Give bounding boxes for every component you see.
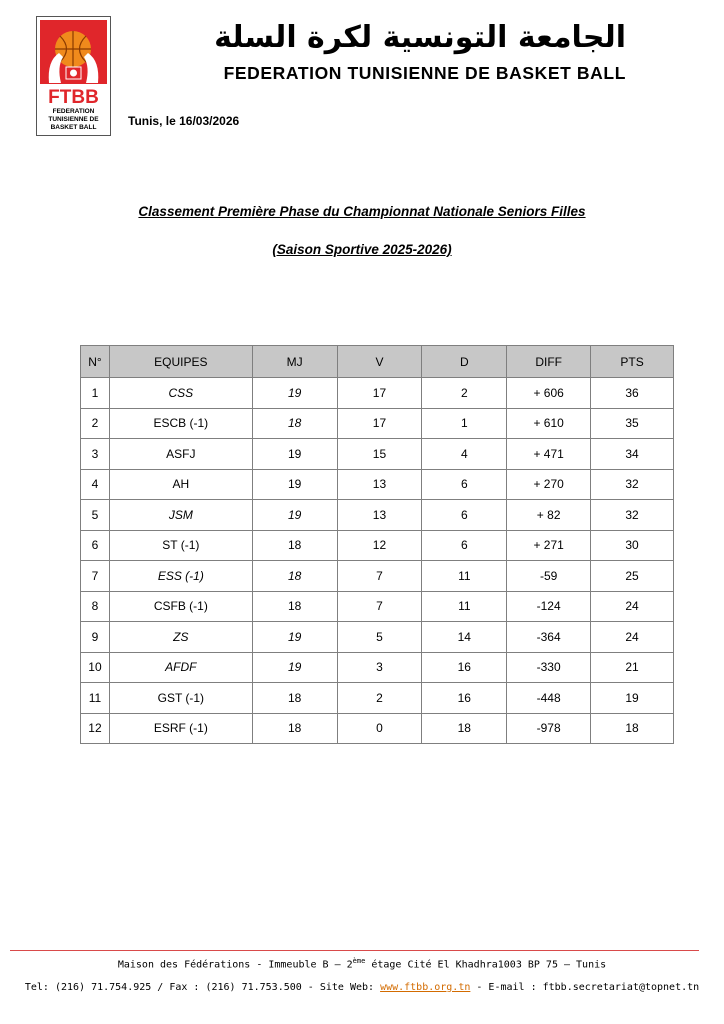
header-rank: N° <box>81 346 110 378</box>
table-row <box>81 622 674 653</box>
cell-team: ST (-1) <box>109 530 252 561</box>
cell-wins: 0 <box>337 713 422 744</box>
cell-points: 18 <box>591 713 674 744</box>
address-part-1: Maison des Fédérations - Immeuble B – 2 <box>117 959 353 971</box>
cell-losses: 6 <box>422 500 507 531</box>
cell-rank: 11 <box>81 683 110 714</box>
table-row <box>81 652 674 683</box>
document-subtitle: (Saison Sportive 2025-2026) <box>272 242 452 257</box>
cell-diff: -364 <box>507 622 591 653</box>
federation-name-arabic: الجامعة التونسية لكرة السلة <box>214 20 626 55</box>
cell-played: 18 <box>252 713 337 744</box>
cell-played: 19 <box>252 622 337 653</box>
footer-contact <box>0 982 724 993</box>
cell-rank: 3 <box>81 439 110 470</box>
table-row <box>81 561 674 592</box>
cell-losses: 6 <box>422 469 507 500</box>
cell-wins: 13 <box>337 500 422 531</box>
federation-name-french: FEDERATION TUNISIENNE DE BASKET BALL <box>223 63 626 83</box>
standings-table <box>80 345 674 744</box>
cell-wins: 15 <box>337 439 422 470</box>
cell-played: 18 <box>252 530 337 561</box>
table-row <box>81 713 674 744</box>
cell-diff: -978 <box>507 713 591 744</box>
cell-played: 19 <box>252 439 337 470</box>
table-row <box>81 500 674 531</box>
address-part-2: étage Cité El Khadhra1003 BP 75 – Tunis <box>365 959 607 971</box>
table-row <box>81 439 674 470</box>
cell-wins: 7 <box>337 561 422 592</box>
date-line: Tunis, le 16/03/2026 <box>128 114 240 128</box>
cell-wins: 13 <box>337 469 422 500</box>
address-superscript: ème <box>352 957 366 965</box>
logo-line-2: TUNISIENNE DE <box>48 116 99 123</box>
cell-points: 34 <box>591 439 674 470</box>
table-row <box>81 469 674 500</box>
header-diff: DIFF <box>507 346 591 378</box>
table-row <box>81 591 674 622</box>
cell-team: ASFJ <box>109 439 252 470</box>
cell-played: 18 <box>252 591 337 622</box>
cell-wins: 3 <box>337 652 422 683</box>
cell-team: ZS <box>109 622 252 653</box>
header-losses: D <box>422 346 507 378</box>
cell-wins: 17 <box>337 378 422 409</box>
cell-team: JSM <box>109 500 252 531</box>
cell-wins: 5 <box>337 622 422 653</box>
header-points: PTS <box>591 346 674 378</box>
table-row <box>81 378 674 409</box>
cell-losses: 16 <box>422 652 507 683</box>
cell-diff: + 606 <box>507 378 591 409</box>
cell-diff: + 610 <box>507 408 591 439</box>
standings-body <box>81 378 674 744</box>
cell-rank: 10 <box>81 652 110 683</box>
cell-played: 18 <box>252 561 337 592</box>
cell-losses: 14 <box>422 622 507 653</box>
cell-played: 19 <box>252 469 337 500</box>
cell-team: AH <box>109 469 252 500</box>
cell-wins: 12 <box>337 530 422 561</box>
cell-points: 32 <box>591 469 674 500</box>
cell-losses: 2 <box>422 378 507 409</box>
cell-rank: 9 <box>81 622 110 653</box>
cell-team: ESCB (-1) <box>109 408 252 439</box>
cell-points: 35 <box>591 408 674 439</box>
cell-rank: 6 <box>81 530 110 561</box>
cell-points: 24 <box>591 622 674 653</box>
cell-losses: 11 <box>422 561 507 592</box>
cell-losses: 6 <box>422 530 507 561</box>
table-row <box>81 530 674 561</box>
cell-played: 18 <box>252 683 337 714</box>
cell-points: 21 <box>591 652 674 683</box>
cell-played: 19 <box>252 378 337 409</box>
cell-team: GST (-1) <box>109 683 252 714</box>
cell-losses: 16 <box>422 683 507 714</box>
cell-team: CSFB (-1) <box>109 591 252 622</box>
logo-line-1: FEDERATION <box>52 108 95 115</box>
cell-rank: 5 <box>81 500 110 531</box>
table-row <box>81 683 674 714</box>
cell-team: ESRF (-1) <box>109 713 252 744</box>
cell-rank: 7 <box>81 561 110 592</box>
cell-points: 36 <box>591 378 674 409</box>
cell-losses: 11 <box>422 591 507 622</box>
cell-wins: 17 <box>337 408 422 439</box>
footer-rule <box>10 950 699 951</box>
cell-points: 19 <box>591 683 674 714</box>
cell-losses: 4 <box>422 439 507 470</box>
table-row <box>81 408 674 439</box>
cell-rank: 4 <box>81 469 110 500</box>
cell-points: 25 <box>591 561 674 592</box>
ftbb-logo <box>36 16 111 136</box>
cell-rank: 1 <box>81 378 110 409</box>
cell-points: 24 <box>591 591 674 622</box>
header-wins: V <box>337 346 422 378</box>
table-header-row <box>81 346 674 378</box>
header-team: EQUIPES <box>109 346 252 378</box>
contact-part-1: Tel: (216) 71.754.925 / Fax : (216) 71.753.500 - Site Web: <box>24 982 381 993</box>
cell-played: 18 <box>252 408 337 439</box>
footer-address <box>0 957 724 970</box>
logo-line-3: BASKET BALL <box>50 124 97 131</box>
cell-team: AFDF <box>109 652 252 683</box>
cell-wins: 7 <box>337 591 422 622</box>
cell-team: CSS <box>109 378 252 409</box>
cell-points: 32 <box>591 500 674 531</box>
cell-diff: -59 <box>507 561 591 592</box>
contact-part-2: - E-mail : ftbb.secretariat@topnet.tn <box>470 982 700 993</box>
cell-diff: + 471 <box>507 439 591 470</box>
cell-points: 30 <box>591 530 674 561</box>
cell-rank: 2 <box>81 408 110 439</box>
cell-diff: -124 <box>507 591 591 622</box>
cell-diff: -330 <box>507 652 591 683</box>
cell-played: 19 <box>252 500 337 531</box>
cell-diff: + 270 <box>507 469 591 500</box>
cell-rank: 12 <box>81 713 110 744</box>
cell-losses: 1 <box>422 408 507 439</box>
logo-letters: FTBB <box>48 87 99 108</box>
website-link[interactable]: www.ftbb.org.tn <box>380 982 471 993</box>
cell-rank: 8 <box>81 591 110 622</box>
cell-played: 19 <box>252 652 337 683</box>
cell-wins: 2 <box>337 683 422 714</box>
cell-losses: 18 <box>422 713 507 744</box>
cell-team: ESS (-1) <box>109 561 252 592</box>
cell-diff: + 82 <box>507 500 591 531</box>
basketball-logo-icon <box>37 17 110 135</box>
header-played: MJ <box>252 346 337 378</box>
cell-diff: + 271 <box>507 530 591 561</box>
cell-diff: -448 <box>507 683 591 714</box>
document-title: Classement Première Phase du Championnat Nationale Seniors Filles <box>138 204 586 219</box>
